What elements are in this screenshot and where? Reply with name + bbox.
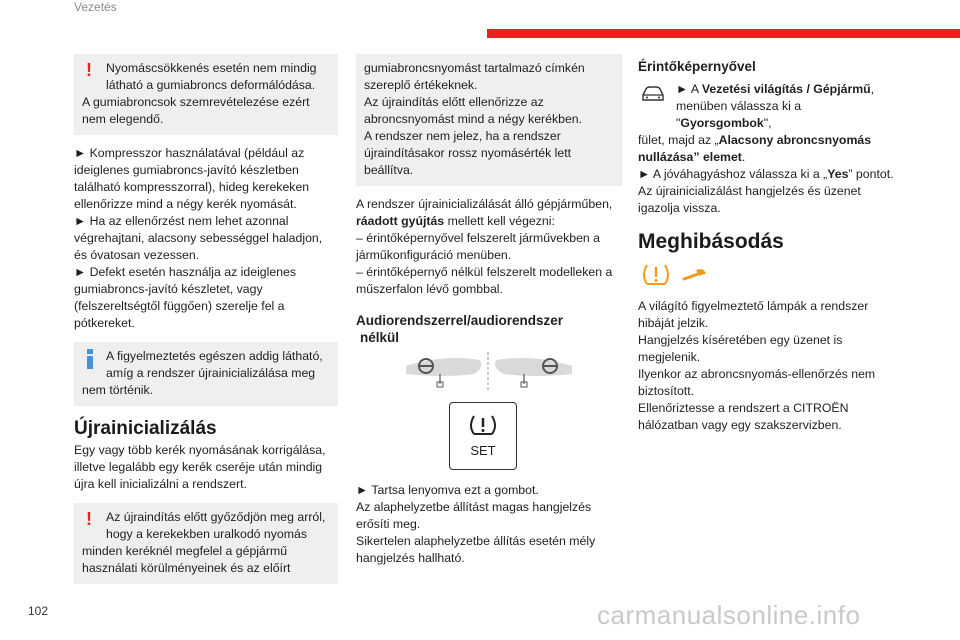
- set-label: SET: [470, 443, 496, 458]
- column-2: [356, 54, 622, 567]
- paragraph: A világító figyelmeztető lámpák a rendszer hibáját jelzik.: [638, 299, 869, 330]
- subsection-heading: Audiorendszerrel/audiorendszer nélkül: [356, 313, 564, 345]
- paragraph: Ilyenkor az abroncsnyomás-ellenőrzés nem biztosított.: [638, 367, 876, 398]
- paragraph: Sikertelen alaphelyzetbe állítás esetén mély hangjelzés hallható.: [356, 534, 596, 565]
- warning-note-continued: gumiabroncsnyomást tartalmazó címkén szereplő értékeknek. Az újraindítás előtt ellenőrizze az abroncsnyomást mind a négy kerékben. A rendszer nem jelez, ha a rendszer újraindításakor rossz nyomásérték lett beállítva.: [356, 54, 622, 186]
- paragraph: ► Tartsa lenyomva ezt a gombot.: [356, 483, 539, 497]
- paragraph: Az alaphelyzetbe állítást magas hangjelzés erősíti meg.: [356, 500, 592, 531]
- info-note: A figyelmeztetés egészen addig látható, amíg a rendszer újrainicializálása meg nem történik.: [74, 342, 338, 406]
- tyre-pressure-warning-icon: [468, 413, 498, 439]
- tyre-pressure-and-service-icons: [638, 262, 718, 288]
- tpms-set-button-illustration: [449, 402, 517, 470]
- section-heading: Újrainicializálás: [74, 418, 217, 439]
- touchscreen-instructions: ► A Vezetési világítás / Gépjármű, menüben válassza ki a "Gyorsgombok", fület, majd az „Alacsony abroncsnyomás nullázása” elemet. ► A jóváhagyáshoz válassza ki a „Yes” pontot. Az újrainicializálást hangjelzés és üzenet igazolja vissza.: [638, 81, 900, 217]
- paragraph: ► Defekt esetén használja az ideiglenes gumiabroncs-javító készletet, vagy (felszereltségtől függően) szerelje fel a pótkereket.: [74, 265, 297, 330]
- section-heading: Meghibásodás: [638, 230, 784, 253]
- paragraph: Egy vagy több kerék nyomásának korrigálása, illetve legalább egy kerék cseréje után mindig újra kell inicializálni a rendszert.: [74, 443, 326, 491]
- paragraph: – érintőképernyő nélkül felszerelt modelleken a műszerfalon lévő gombbal.: [356, 265, 613, 296]
- warning-note-1: ! Nyomáscsökkenés esetén nem mindig látható a gumiabroncs deformálódása. A gumiabroncsok szemrevételezése ezért nem elegendő.: [74, 54, 338, 135]
- subsection-heading: Érintőképernyővel: [638, 59, 756, 74]
- paragraph: ► Kompresszor használatával (például az ideiglenes gumiabroncs-javító készletben található kompresszorral), hideg kerekeken ellenőrizze mind a négy kerék nyomását.: [74, 146, 310, 211]
- paragraph: – érintőképernyővel felszerelt járművekben a járműkonfiguráció menüben.: [356, 231, 601, 262]
- section-accent-bar: [487, 29, 960, 38]
- column-1: [74, 54, 338, 594]
- car-icon: [640, 85, 666, 103]
- paragraph: Az újrainicializálást hangjelzés és üzenet igazolja vissza.: [638, 184, 861, 215]
- watermark: carmanualsonline.info: [597, 600, 861, 630]
- column-3: [638, 54, 900, 434]
- paragraph: ► Ha az ellenőrzést nem lehet azonnal végrehajtani, alacsony sebességgel haladjon, és óvatosan vezessen.: [74, 214, 323, 262]
- exclamation-icon: !: [86, 509, 92, 529]
- paragraph: Ellenőriztesse a rendszert a CITROËN hálózatban vagy egy szakszervizben.: [638, 401, 849, 432]
- paragraph: Hangjelzés kíséretében egy üzenet is megjelenik.: [638, 333, 843, 364]
- page-number: 102: [28, 604, 49, 618]
- exclamation-icon: !: [86, 60, 92, 80]
- running-head: Vezetés: [74, 0, 117, 14]
- info-icon: [87, 349, 93, 374]
- warning-note-2: ! Az újraindítás előtt győződjön meg arról, hogy a kerekekben uralkodó nyomás minden keréknél megfelel a gépjármű használati körülményeinek és az előírt: [74, 503, 338, 584]
- warning-lamps: [638, 262, 900, 290]
- dashboard-illustration: [404, 352, 622, 392]
- steering-wheel-location-icon: [404, 352, 574, 392]
- paragraph: A rendszer újrainicializálását álló gépjárműben, ráadott gyújtás mellett kell végezni:: [356, 197, 613, 228]
